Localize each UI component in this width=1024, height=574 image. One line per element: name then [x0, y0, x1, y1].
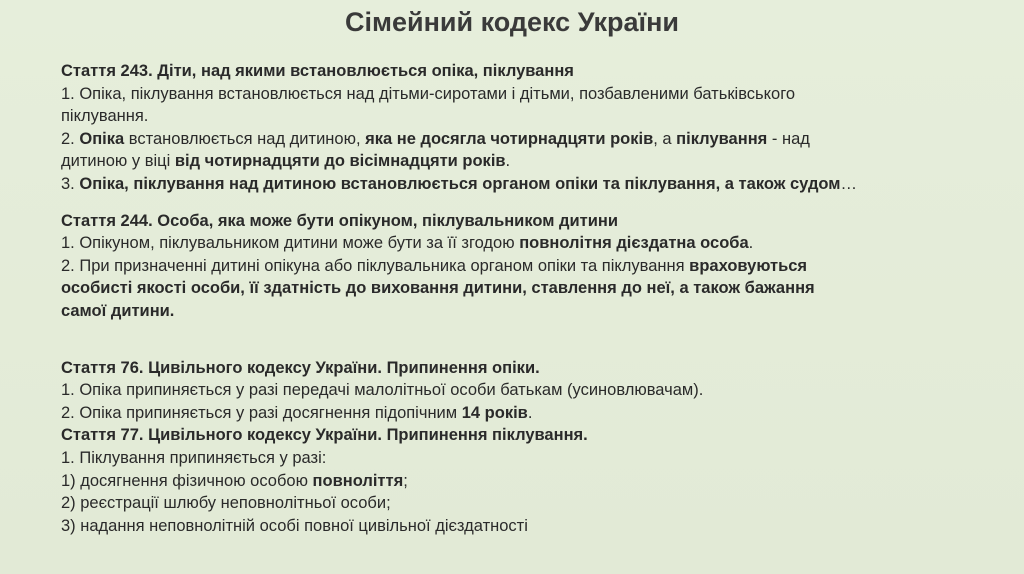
article-244-heading: Стаття 244. Особа, яка може бути опікуном, піклувальником дитини — [61, 211, 618, 230]
text-run: ; — [403, 471, 408, 490]
article-76-p1: 1. Опіка припиняється у разі передачі малолітньої особи батькам (усиновлювачам). — [61, 381, 704, 400]
text-run: встановлюється над дитиною, — [124, 129, 366, 148]
text-run: дитиною у віці — [61, 152, 175, 171]
article-244-p1 — [61, 232, 961, 255]
article-243-heading: Стаття 243. Діти, над якими встановлюється опіка, піклування — [61, 62, 574, 80]
article-77-heading: Стаття 77. Цивільного кодексу України. Припинення піклування. — [61, 426, 588, 445]
civil-code-articles — [61, 357, 961, 538]
article-77-item-3: 3) надання неповнолітній особі повної цивільної дієздатності — [61, 516, 528, 535]
text-run: 2. — [61, 129, 80, 148]
text-run: … — [840, 174, 857, 193]
bold-run: повнолітня дієздатна особа — [519, 234, 749, 253]
article-243-p3 — [61, 173, 961, 196]
article-243-p1-line2: піклування. — [61, 107, 149, 126]
article-243-p2-line1 — [61, 128, 961, 151]
bold-run: від чотирнадцяти до вісімнадцяти років — [174, 152, 506, 171]
article-77-item-1 — [61, 470, 961, 493]
text-run: 3. — [61, 174, 80, 193]
article-244-p2-line1 — [61, 255, 961, 278]
bold-run: повноліття — [312, 471, 404, 490]
article-77-p1: 1. Піклування припиняється у разі: — [61, 448, 327, 467]
bold-run: враховуються — [689, 256, 808, 275]
article-244-p2-line3: самої дитини. — [61, 301, 175, 320]
page-title: Сімейний кодекс України — [344, 7, 679, 37]
article-243-p2-line2 — [61, 150, 961, 173]
article-77-item-2: 2) реєстрації шлюбу неповнолітньої особи; — [61, 494, 391, 513]
article-244-p2-line2: особисті якості особи, її здатність до виховання дитини, ставлення до неї, а також бажання — [61, 279, 815, 298]
text-run: 2. При призначенні дитині опікуна або піклувальника органом опіки та піклування — [61, 256, 690, 275]
text-run: - над — [767, 129, 810, 148]
bold-run: піклування — [676, 129, 768, 148]
text-run: , а — [653, 129, 677, 148]
article-243 — [61, 60, 961, 196]
article-76-heading: Стаття 76. Цивільного кодексу України. Припинення опіки. — [61, 358, 540, 377]
article-76-p2 — [61, 402, 961, 425]
text-run: 1. Опікуном, піклувальником дитини може бути за її згодою — [61, 234, 520, 253]
text-run: 2. Опіка припиняється у разі досягнення підопічним — [61, 403, 462, 422]
text-run: 1) досягнення фізичною особою — [61, 471, 313, 490]
bold-run: 14 років — [461, 403, 528, 422]
slide-content — [61, 60, 961, 537]
bold-run: Опіка, піклування над дитиною встановлюється органом опіки та піклування, а також судом — [79, 174, 841, 193]
text-run: . — [505, 152, 511, 171]
text-run: . — [527, 403, 533, 422]
bold-run: Опіка — [79, 129, 125, 148]
text-run: . — [748, 234, 754, 253]
article-244 — [61, 210, 961, 323]
bold-run: яка не досягла чотирнадцяти років — [365, 129, 654, 148]
article-243-p1-line1: 1. Опіка, піклування встановлюється над дітьми-сиротами і дітьми, позбавленими батьківського — [61, 84, 796, 103]
